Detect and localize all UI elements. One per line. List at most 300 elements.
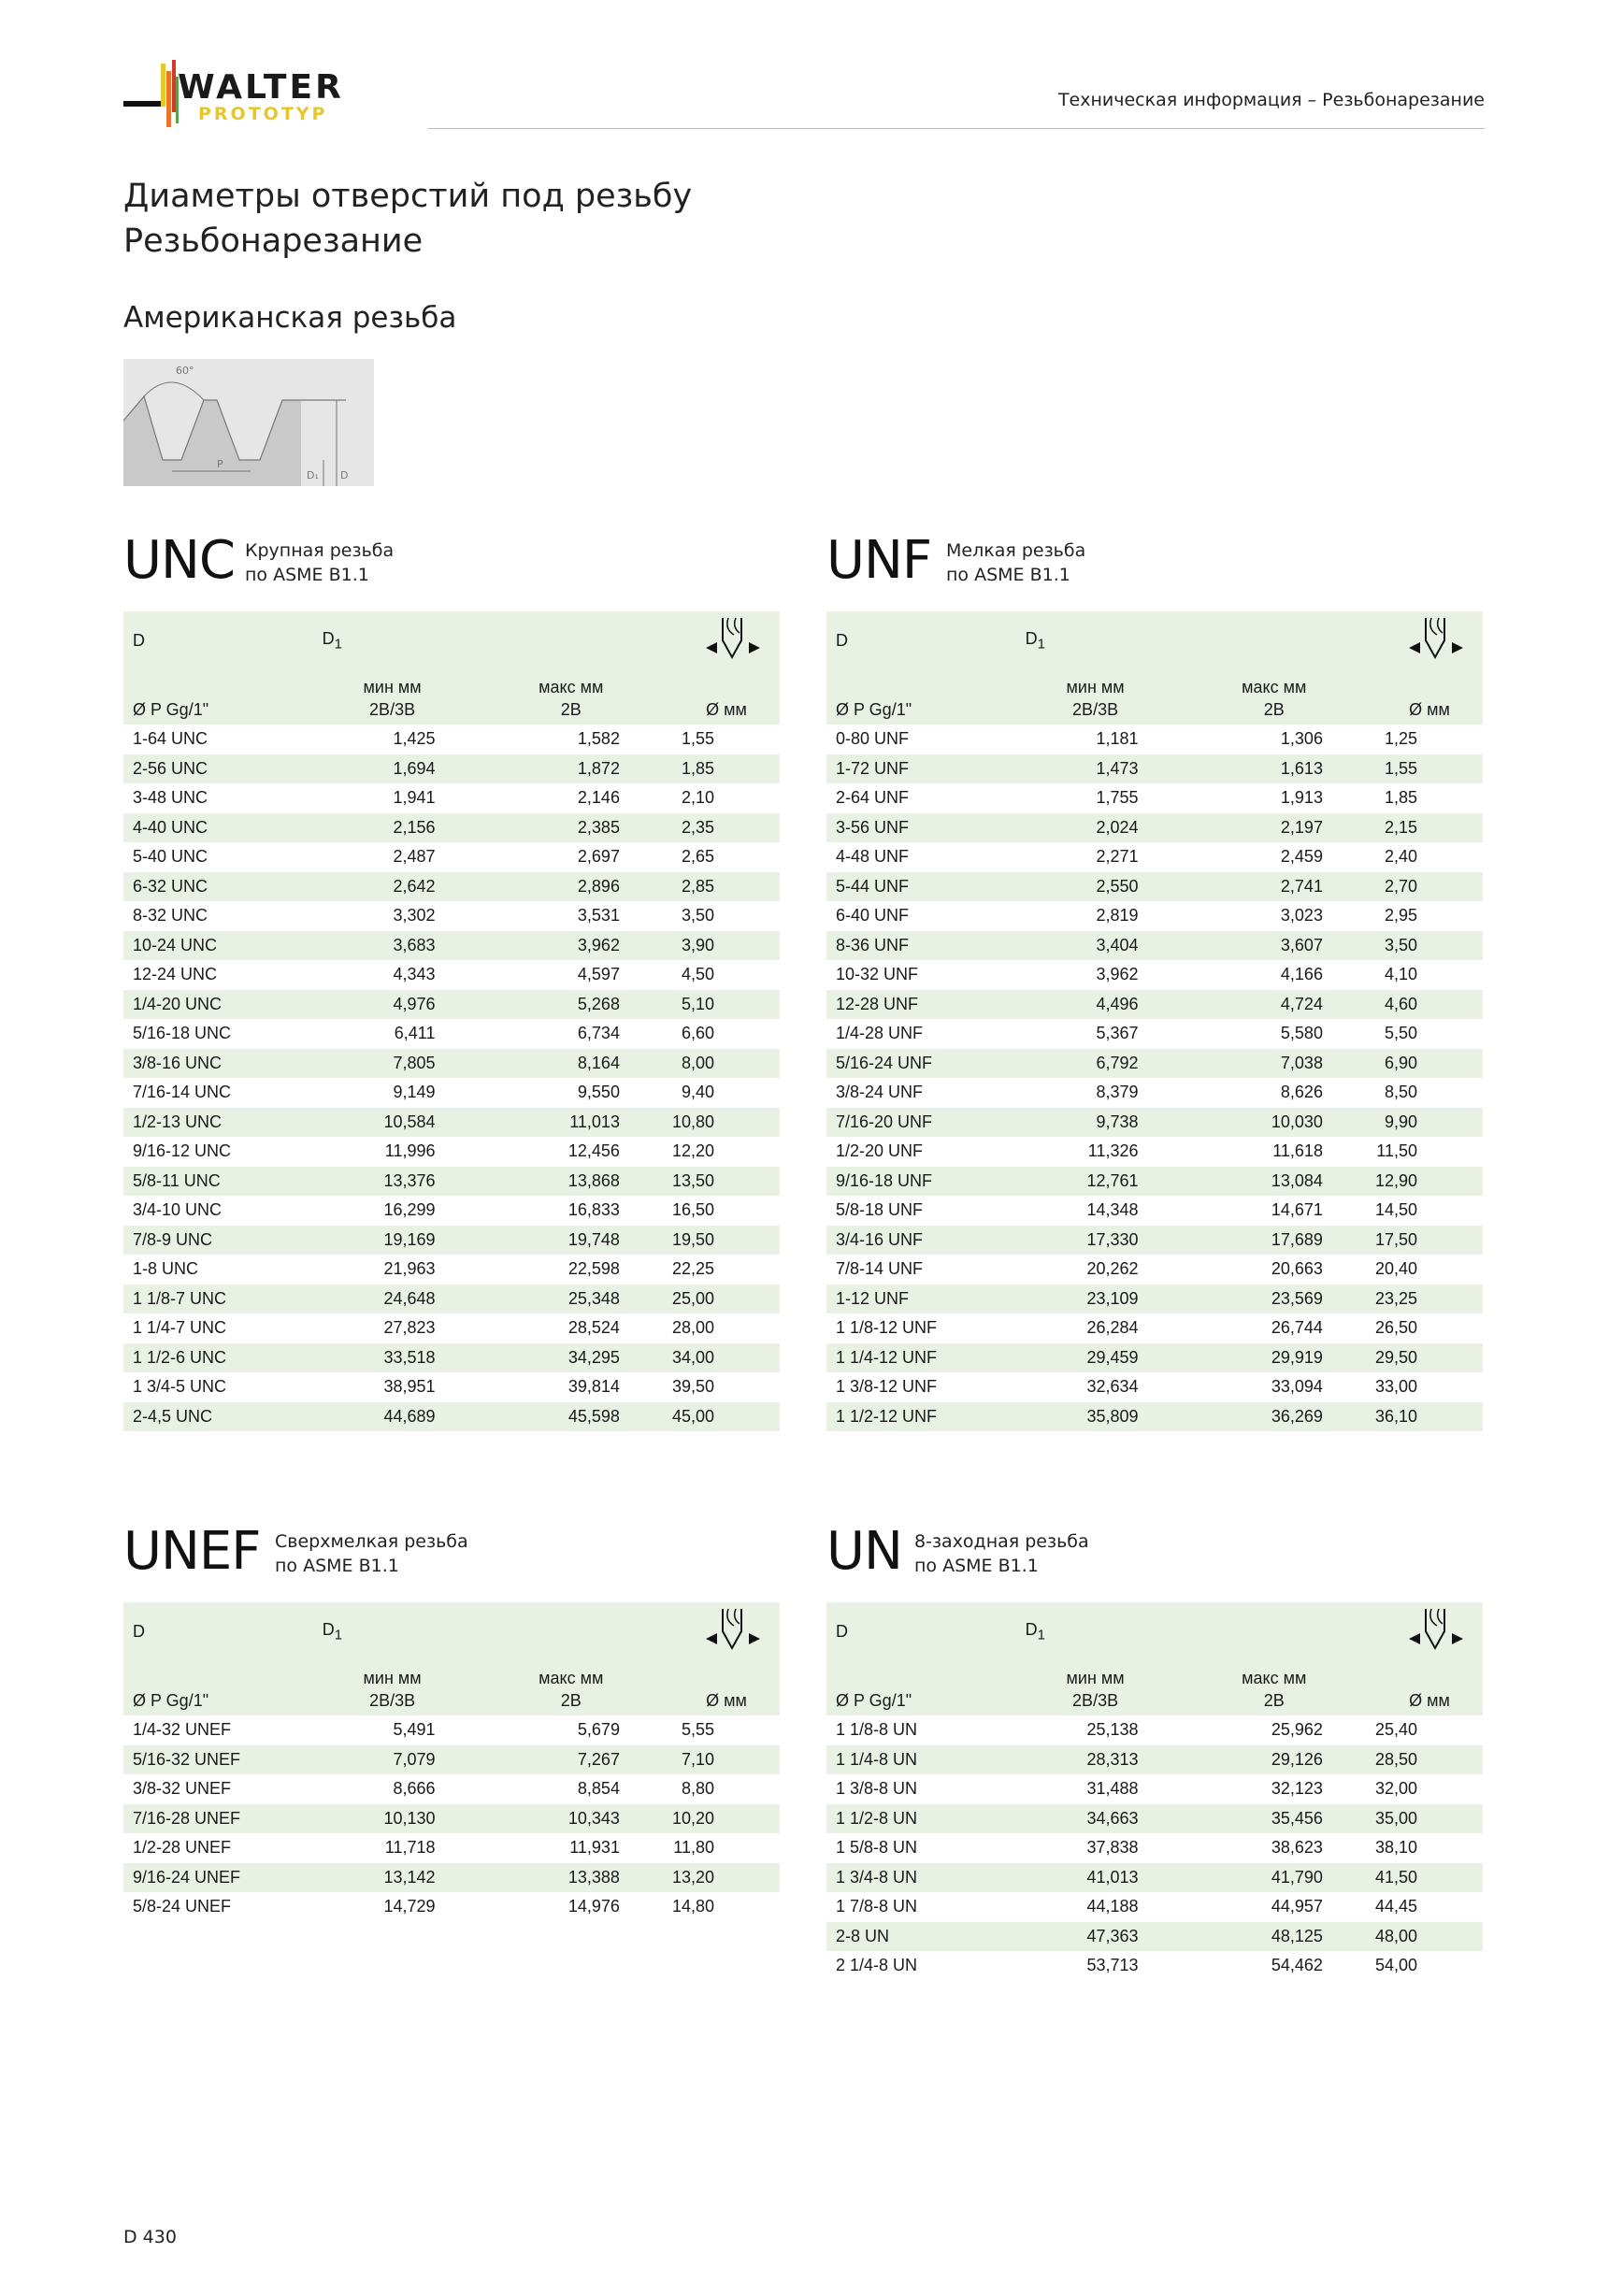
drill-icon bbox=[1386, 1603, 1471, 1659]
cell-min: 3,404 bbox=[1018, 931, 1172, 961]
cell-min: 21,963 bbox=[383, 1259, 436, 1279]
cell-drill: 9,40 bbox=[681, 1083, 714, 1102]
col-d1-header: $D_1$ bbox=[315, 611, 672, 669]
cell-max: 26,744 bbox=[1271, 1318, 1323, 1338]
cell-min: 19,169 bbox=[315, 1226, 469, 1256]
table-row bbox=[123, 960, 780, 990]
cell-thread: 1 3/4-5 UNC bbox=[133, 1377, 227, 1397]
cell-drill: 14,80 bbox=[671, 1897, 714, 1916]
thread-table-unef bbox=[123, 1514, 780, 1922]
cell-max: 3,531 bbox=[577, 906, 620, 926]
header-divider bbox=[428, 128, 1485, 129]
cell-min: 32,634 bbox=[1086, 1377, 1139, 1397]
cell-min: 2,487 bbox=[393, 847, 436, 867]
col-max-header: макс мм 2B bbox=[469, 669, 672, 725]
thread-description-line2: по ASME B1.1 bbox=[275, 1556, 399, 1576]
cell-min: 8,666 bbox=[393, 1779, 436, 1799]
table-row bbox=[123, 725, 780, 754]
table-heading bbox=[123, 1514, 780, 1589]
cell-drill: 33,00 bbox=[1374, 1377, 1417, 1397]
thread-table-unf bbox=[826, 524, 1483, 1431]
cell-drill: 19,50 bbox=[672, 1226, 780, 1256]
table-row bbox=[826, 1343, 1483, 1373]
cell-min: 1,755 bbox=[1096, 788, 1139, 808]
cell-max: 28,524 bbox=[567, 1318, 620, 1338]
cell-drill: 12,90 bbox=[1375, 1167, 1483, 1197]
cell-min: 2,550 bbox=[1018, 872, 1172, 902]
cell-drill: 2,35 bbox=[672, 813, 780, 843]
cell-thread: 7/16-14 UNC bbox=[133, 1083, 232, 1102]
cell-drill: 4,60 bbox=[1375, 990, 1483, 1020]
cell-drill: 1,85 bbox=[672, 754, 780, 784]
cell-max: 3,023 bbox=[1280, 906, 1323, 926]
cell-thread: 1/4-20 UNC bbox=[123, 990, 315, 1020]
cell-max: 8,626 bbox=[1280, 1083, 1323, 1102]
cell-thread: 5/8-18 UNF bbox=[836, 1200, 924, 1220]
cell-max: 4,166 bbox=[1280, 965, 1323, 984]
cell-thread: 3/8-32 UNEF bbox=[133, 1779, 232, 1799]
cell-min: 2,024 bbox=[1018, 813, 1172, 843]
cell-thread: 1 1/8-8 UN bbox=[836, 1720, 918, 1740]
cell-max: 13,388 bbox=[469, 1863, 672, 1893]
cell-min: 26,284 bbox=[1086, 1318, 1139, 1338]
cell-thread: 1 3/8-12 UNF bbox=[836, 1377, 938, 1397]
cell-thread: 5/16-24 UNF bbox=[826, 1049, 1018, 1079]
table-row bbox=[123, 1108, 780, 1138]
col-drill-header: Ø мм bbox=[1375, 669, 1483, 725]
thread-description bbox=[946, 538, 1085, 587]
cell-drill: 2,95 bbox=[1384, 906, 1417, 926]
thread-description bbox=[275, 1529, 468, 1578]
table-row bbox=[123, 901, 780, 931]
cell-drill: 1,55 bbox=[1375, 754, 1483, 784]
table-row bbox=[826, 1049, 1483, 1079]
cell-drill: 22,25 bbox=[671, 1259, 714, 1279]
cell-max: 23,569 bbox=[1172, 1284, 1375, 1314]
table-row bbox=[826, 1078, 1483, 1108]
cell-drill: 45,00 bbox=[672, 1402, 780, 1432]
cell-drill: 25,00 bbox=[672, 1284, 780, 1314]
header-row bbox=[123, 1660, 780, 1715]
table-row bbox=[826, 725, 1483, 754]
cell-thread: 1 1/2-6 UNC bbox=[123, 1343, 315, 1373]
cell-min: 44,188 bbox=[1086, 1897, 1139, 1916]
cell-min: 1,473 bbox=[1018, 754, 1172, 784]
cell-max: 11,618 bbox=[1272, 1141, 1323, 1161]
cell-max: 19,748 bbox=[469, 1226, 672, 1256]
cell-max: 2,896 bbox=[469, 872, 672, 902]
table-row bbox=[123, 931, 780, 961]
col-thread-header: Ø P Gg/1" bbox=[826, 669, 1018, 725]
cell-drill: 5,55 bbox=[681, 1720, 714, 1740]
cell-drill: 16,50 bbox=[671, 1200, 714, 1220]
drill-icon bbox=[683, 612, 768, 668]
cell-thread: 1-72 UNF bbox=[826, 754, 1018, 784]
cell-drill: 11,80 bbox=[673, 1838, 714, 1858]
cell-max: 2,459 bbox=[1280, 847, 1323, 867]
cell-min: 8,379 bbox=[1096, 1083, 1139, 1102]
cell-drill: 23,25 bbox=[1375, 1284, 1483, 1314]
table-row bbox=[826, 901, 1483, 931]
table-row bbox=[826, 1745, 1483, 1775]
cell-min: 44,689 bbox=[315, 1402, 469, 1432]
cell-drill: 2,70 bbox=[1375, 872, 1483, 902]
cell-max: 2,385 bbox=[469, 813, 672, 843]
cell-max: 34,295 bbox=[469, 1343, 672, 1373]
drill-header bbox=[1375, 1602, 1483, 1660]
table-row bbox=[826, 1196, 1483, 1226]
cell-min: 11,996 bbox=[384, 1141, 436, 1161]
cell-min: 53,713 bbox=[1086, 1956, 1139, 1975]
cell-thread: 5/16-18 UNC bbox=[133, 1024, 232, 1043]
cell-min: 37,838 bbox=[1086, 1838, 1139, 1858]
data-table bbox=[826, 611, 1483, 1431]
col-d-header: D bbox=[826, 1602, 1018, 1660]
cell-thread: 5/16-32 UNEF bbox=[123, 1745, 315, 1775]
cell-min: 2,156 bbox=[315, 813, 469, 843]
cell-drill: 2,10 bbox=[681, 788, 714, 808]
cell-thread: 5/8-24 UNEF bbox=[133, 1897, 232, 1916]
logo-bars-icon bbox=[123, 60, 180, 135]
cell-max: 11,013 bbox=[469, 1108, 672, 1138]
page-number: D 430 bbox=[123, 2227, 177, 2247]
thread-code: UN bbox=[826, 1521, 902, 1582]
cell-thread: 5-40 UNC bbox=[133, 847, 208, 867]
page-title-line1: Диаметры отверстий под резьбу bbox=[123, 178, 693, 215]
thread-description-line2: по ASME B1.1 bbox=[914, 1556, 1039, 1576]
cell-max: 25,962 bbox=[1271, 1720, 1323, 1740]
cell-drill: 10,20 bbox=[672, 1804, 780, 1834]
table-row bbox=[123, 1715, 780, 1745]
cell-max: 2,697 bbox=[577, 847, 620, 867]
table-row bbox=[123, 1402, 780, 1432]
table-row bbox=[826, 1255, 1483, 1284]
cell-max: 36,269 bbox=[1172, 1402, 1375, 1432]
table-row bbox=[826, 960, 1483, 990]
cell-drill: 2,40 bbox=[1384, 847, 1417, 867]
cell-max: 5,268 bbox=[469, 990, 672, 1020]
cell-max: 4,597 bbox=[577, 965, 620, 984]
cell-min: 12,761 bbox=[1018, 1167, 1172, 1197]
cell-min: 9,149 bbox=[393, 1083, 436, 1102]
table-row bbox=[826, 1137, 1483, 1167]
thread-description-line1: Сверхмелкая резьба bbox=[275, 1531, 468, 1552]
cell-max: 5,679 bbox=[577, 1720, 620, 1740]
cell-max: 25,348 bbox=[469, 1284, 672, 1314]
table-row bbox=[826, 931, 1483, 961]
cell-drill: 3,50 bbox=[1375, 931, 1483, 961]
table-row bbox=[123, 1804, 780, 1834]
cell-thread: 1 1/2-12 UNF bbox=[826, 1402, 1018, 1432]
cell-max: 2,146 bbox=[577, 788, 620, 808]
page-title-line2: Резьбонарезание bbox=[123, 222, 424, 260]
cell-max: 9,550 bbox=[577, 1083, 620, 1102]
table-row bbox=[826, 1774, 1483, 1804]
cell-thread: 10-24 UNC bbox=[123, 931, 315, 961]
cell-drill: 54,00 bbox=[1374, 1956, 1417, 1975]
table-row bbox=[123, 1049, 780, 1079]
cell-thread: 1/4-28 UNF bbox=[836, 1024, 924, 1043]
table-row bbox=[123, 1863, 780, 1893]
cell-max: 3,607 bbox=[1172, 931, 1375, 961]
table-row bbox=[123, 990, 780, 1020]
col-drill-header: Ø мм bbox=[672, 669, 780, 725]
cell-max: 5,580 bbox=[1280, 1024, 1323, 1043]
header-title: Техническая информация – Резьбонарезание bbox=[1057, 90, 1485, 110]
cell-min: 2,642 bbox=[315, 872, 469, 902]
cell-drill: 20,40 bbox=[1374, 1259, 1417, 1279]
cell-max: 14,671 bbox=[1271, 1200, 1323, 1220]
cell-max: 8,854 bbox=[577, 1779, 620, 1799]
cell-drill: 12,20 bbox=[671, 1141, 714, 1161]
cell-thread: 10-32 UNF bbox=[836, 965, 919, 984]
cell-thread: 1 1/4-8 UN bbox=[826, 1745, 1018, 1775]
table-row bbox=[123, 813, 780, 843]
table-heading bbox=[826, 1514, 1483, 1589]
cell-thread: 9/16-24 UNEF bbox=[123, 1863, 315, 1893]
cell-drill: 39,50 bbox=[671, 1377, 714, 1397]
cell-drill: 9,90 bbox=[1375, 1108, 1483, 1138]
cell-max: 14,976 bbox=[567, 1897, 620, 1916]
cell-drill: 26,50 bbox=[1374, 1318, 1417, 1338]
cell-max: 44,957 bbox=[1271, 1897, 1323, 1916]
table-row bbox=[123, 1167, 780, 1197]
table-row bbox=[123, 1019, 780, 1049]
table-row bbox=[123, 1745, 780, 1775]
table-row bbox=[826, 813, 1483, 843]
cell-drill: 28,50 bbox=[1375, 1745, 1483, 1775]
cell-drill: 1,25 bbox=[1384, 729, 1417, 749]
cell-drill: 41,50 bbox=[1375, 1863, 1483, 1893]
cell-thread: 3/4-10 UNC bbox=[133, 1200, 223, 1220]
cell-min: 7,079 bbox=[315, 1745, 469, 1775]
cell-max: 10,030 bbox=[1172, 1108, 1375, 1138]
col-d1-header: $D_1$ bbox=[315, 1602, 672, 1660]
cell-thread: 8-36 UNF bbox=[826, 931, 1018, 961]
table-row bbox=[826, 1833, 1483, 1863]
cell-drill: 4,50 bbox=[681, 965, 714, 984]
cell-thread: 0-80 UNF bbox=[836, 729, 910, 749]
table-row bbox=[123, 1196, 780, 1226]
cell-thread: 2-56 UNC bbox=[123, 754, 315, 784]
cell-drill: 14,50 bbox=[1374, 1200, 1417, 1220]
cell-min: 29,459 bbox=[1018, 1343, 1172, 1373]
cell-drill: 10,80 bbox=[672, 1108, 780, 1138]
col-d-header: D bbox=[123, 611, 315, 669]
col-min-header: мин мм 2B/3B bbox=[315, 1660, 469, 1715]
cell-min: 38,951 bbox=[383, 1377, 436, 1397]
drill-header bbox=[1375, 611, 1483, 669]
cell-drill: 4,10 bbox=[1384, 965, 1417, 984]
thread-description bbox=[914, 1529, 1089, 1578]
table-row bbox=[826, 1951, 1483, 1981]
thread-description-line1: 8-заходная резьба bbox=[914, 1531, 1089, 1552]
cell-thread: 1 1/8-12 UNF bbox=[836, 1318, 938, 1338]
thread-table-un bbox=[826, 1514, 1483, 1981]
cell-drill: 8,50 bbox=[1384, 1083, 1417, 1102]
cell-drill: 6,60 bbox=[681, 1024, 714, 1043]
cell-thread: 6-32 UNC bbox=[123, 872, 315, 902]
thread-code: UNC bbox=[123, 530, 235, 591]
cell-min: 1,694 bbox=[315, 754, 469, 784]
table-row bbox=[826, 1313, 1483, 1343]
cell-drill: 3,50 bbox=[681, 906, 714, 926]
cell-min: 13,376 bbox=[315, 1167, 469, 1197]
page-title bbox=[123, 174, 692, 264]
col-drill-header: Ø мм bbox=[672, 1660, 780, 1715]
cell-drill: 35,00 bbox=[1375, 1804, 1483, 1834]
cell-drill: 8,80 bbox=[681, 1779, 714, 1799]
cell-thread: 3-48 UNC bbox=[133, 788, 208, 808]
data-table bbox=[123, 1602, 780, 1922]
table-row bbox=[123, 754, 780, 784]
cell-min: 14,348 bbox=[1086, 1200, 1139, 1220]
cell-max: 20,663 bbox=[1271, 1259, 1323, 1279]
thread-description-line2: по ASME B1.1 bbox=[946, 565, 1070, 585]
table-row bbox=[123, 1343, 780, 1373]
thread-description-line1: Крупная резьба bbox=[245, 540, 395, 561]
cell-thread: 3/8-16 UNC bbox=[123, 1049, 315, 1079]
section-title: Американская резьба bbox=[123, 301, 457, 335]
cell-thread: 1 3/4-8 UN bbox=[826, 1863, 1018, 1893]
cell-max: 1,913 bbox=[1280, 788, 1323, 808]
table-row bbox=[123, 783, 780, 813]
cell-thread: 9/16-18 UNF bbox=[826, 1167, 1018, 1197]
cell-thread: 8-32 UNC bbox=[133, 906, 208, 926]
cell-min: 27,823 bbox=[383, 1318, 436, 1338]
cell-min: 13,142 bbox=[315, 1863, 469, 1893]
cell-thread: 12-24 UNC bbox=[133, 965, 218, 984]
header-row bbox=[123, 669, 780, 725]
cell-max: 2,741 bbox=[1172, 872, 1375, 902]
cell-drill: 36,10 bbox=[1375, 1402, 1483, 1432]
col-d-header: D bbox=[123, 1602, 315, 1660]
cell-thread: 1-12 UNF bbox=[826, 1284, 1018, 1314]
table-heading bbox=[123, 524, 780, 598]
cell-min: 31,488 bbox=[1086, 1779, 1139, 1799]
cell-max: 2,197 bbox=[1172, 813, 1375, 843]
table-row bbox=[826, 754, 1483, 784]
table-row bbox=[123, 1255, 780, 1284]
data-table bbox=[826, 1602, 1483, 1981]
col-d1-header: $D_1$ bbox=[1018, 611, 1375, 669]
cell-max: 1,872 bbox=[469, 754, 672, 784]
cell-max: 45,598 bbox=[469, 1402, 672, 1432]
cell-thread: 1/2-28 UNEF bbox=[133, 1838, 232, 1858]
cell-min: 41,013 bbox=[1018, 1863, 1172, 1893]
header-row bbox=[826, 669, 1483, 725]
cell-max: 4,724 bbox=[1172, 990, 1375, 1020]
cell-thread: 1 1/4-12 UNF bbox=[826, 1343, 1018, 1373]
cell-min: 33,518 bbox=[315, 1343, 469, 1373]
cell-thread: 2-64 UNF bbox=[836, 788, 910, 808]
col-thread-header: Ø P Gg/1" bbox=[123, 1660, 315, 1715]
cell-thread: 1-8 UNC bbox=[133, 1259, 199, 1279]
table-row bbox=[826, 990, 1483, 1020]
table-row bbox=[123, 1774, 780, 1804]
cell-min: 11,326 bbox=[1087, 1141, 1139, 1161]
table-row bbox=[826, 872, 1483, 902]
cell-max: 33,094 bbox=[1271, 1377, 1323, 1397]
table-row bbox=[123, 1833, 780, 1863]
header-row bbox=[123, 1602, 780, 1660]
cell-min: 25,138 bbox=[1086, 1720, 1139, 1740]
cell-thread: 1 7/8-8 UN bbox=[836, 1897, 918, 1916]
cell-max: 10,343 bbox=[469, 1804, 672, 1834]
cell-thread: 3/4-16 UNF bbox=[826, 1226, 1018, 1256]
table-row bbox=[123, 1372, 780, 1402]
d-label: D bbox=[340, 469, 349, 481]
cell-drill: 5,10 bbox=[672, 990, 780, 1020]
cell-drill: 17,50 bbox=[1375, 1226, 1483, 1256]
cell-max: 41,790 bbox=[1172, 1863, 1375, 1893]
cell-max: 1,613 bbox=[1172, 754, 1375, 784]
table-row bbox=[826, 783, 1483, 813]
cell-drill: 2,85 bbox=[672, 872, 780, 902]
thread-description-line2: по ASME B1.1 bbox=[245, 565, 369, 585]
table-row bbox=[123, 872, 780, 902]
cell-max: 48,125 bbox=[1172, 1922, 1375, 1952]
table-row bbox=[826, 1863, 1483, 1893]
cell-min: 1,941 bbox=[393, 788, 436, 808]
cell-min: 34,663 bbox=[1018, 1804, 1172, 1834]
cell-thread: 1 1/8-7 UNC bbox=[123, 1284, 315, 1314]
cell-thread: 6-40 UNF bbox=[836, 906, 910, 926]
col-min-header: мин мм 2B/3B bbox=[1018, 1660, 1172, 1715]
table-row bbox=[123, 1226, 780, 1256]
thread-description-line1: Мелкая резьба bbox=[946, 540, 1086, 561]
cell-min: 4,496 bbox=[1018, 990, 1172, 1020]
cell-max: 11,931 bbox=[569, 1838, 620, 1858]
cell-thread: 3/8-24 UNF bbox=[836, 1083, 924, 1102]
table-row bbox=[826, 1892, 1483, 1922]
cell-max: 22,598 bbox=[567, 1259, 620, 1279]
cell-min: 24,648 bbox=[315, 1284, 469, 1314]
cell-drill: 32,00 bbox=[1374, 1779, 1417, 1799]
cell-max: 35,456 bbox=[1172, 1804, 1375, 1834]
cell-drill: 48,00 bbox=[1375, 1922, 1483, 1952]
header-row bbox=[826, 1660, 1483, 1715]
cell-drill: 25,40 bbox=[1374, 1720, 1417, 1740]
cell-thread: 2-4,5 UNC bbox=[123, 1402, 315, 1432]
table-row bbox=[826, 842, 1483, 872]
table-row bbox=[123, 1313, 780, 1343]
cell-thread: 1 5/8-8 UN bbox=[836, 1838, 918, 1858]
table-row bbox=[123, 842, 780, 872]
cell-max: 1,582 bbox=[577, 729, 620, 749]
cell-max: 12,456 bbox=[567, 1141, 620, 1161]
cell-thread: 7/16-20 UNF bbox=[826, 1108, 1018, 1138]
cell-max: 39,814 bbox=[567, 1377, 620, 1397]
angle-label: 60° bbox=[176, 365, 194, 377]
logo-wordmark: WALTER bbox=[178, 68, 344, 107]
cell-max: 13,868 bbox=[469, 1167, 672, 1197]
cell-min: 28,313 bbox=[1018, 1745, 1172, 1775]
thread-code: UNEF bbox=[123, 1521, 261, 1582]
thread-code: UNF bbox=[826, 530, 932, 591]
cell-min: 5,367 bbox=[1096, 1024, 1139, 1043]
cell-min: 6,792 bbox=[1018, 1049, 1172, 1079]
col-d-header: D bbox=[826, 611, 1018, 669]
cell-thread: 9/16-12 UNC bbox=[133, 1141, 232, 1161]
cell-drill: 3,90 bbox=[672, 931, 780, 961]
cell-thread: 2-8 UN bbox=[826, 1922, 1018, 1952]
col-drill-header: Ø мм bbox=[1375, 1660, 1483, 1715]
cell-thread: 12-28 UNF bbox=[826, 990, 1018, 1020]
table-row bbox=[826, 1108, 1483, 1138]
cell-drill: 13,50 bbox=[672, 1167, 780, 1197]
drill-icon bbox=[1386, 612, 1471, 668]
